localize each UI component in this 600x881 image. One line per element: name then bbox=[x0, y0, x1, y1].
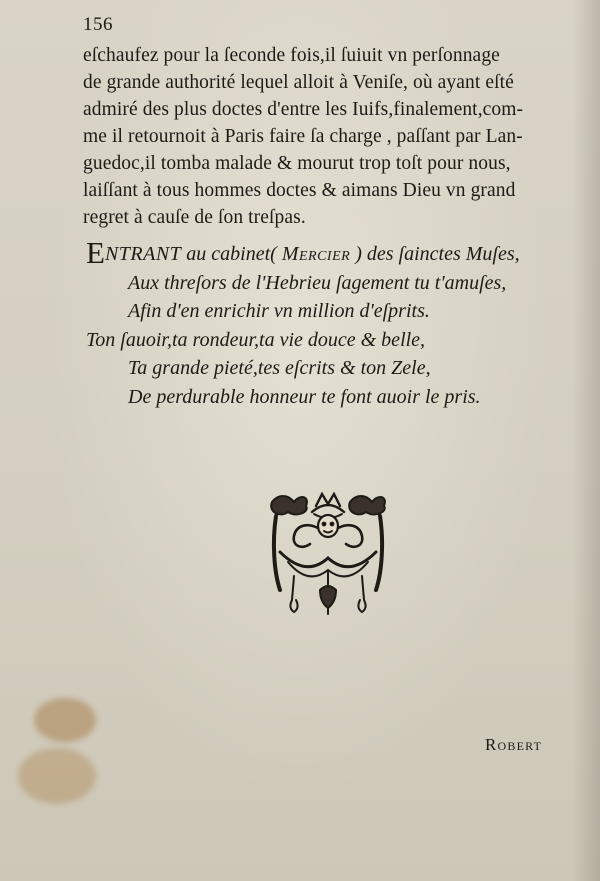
prose-line: admiré des plus doctes d'entre les Iuifs,finalement,com- bbox=[83, 99, 524, 120]
poem-line: Afin d'en enrichir vn million d'eſprits. bbox=[128, 300, 430, 322]
prose-paragraph bbox=[83, 42, 563, 231]
drop-initial: E bbox=[86, 235, 105, 270]
poem-dedicatee-name: Mercier bbox=[281, 243, 351, 265]
poem-line-first bbox=[86, 235, 566, 270]
paper-stain bbox=[34, 698, 96, 742]
fleuron-cherub-garland-icon bbox=[266, 492, 390, 616]
poem-line: De perdurable honneur te font auoir le pris. bbox=[128, 385, 481, 408]
prose-line: eſchaufez pour la ſeconde fois,il ſuiuit vn perſonnage bbox=[83, 45, 500, 66]
prose-line: regret à cauſe de ſon treſpas. bbox=[83, 207, 306, 228]
poem-line: Ta grande pieté,tes eſcrits & ton Zele, bbox=[128, 357, 431, 379]
poem-line: Aux threſors de l'Hebrieu ſagement tu t'amuſes, bbox=[128, 271, 507, 294]
poem bbox=[86, 235, 566, 411]
prose-line: guedoc,il tomba malade & mourut trop toſt pour nous, bbox=[83, 153, 511, 174]
poem-first-word: NTRANT bbox=[104, 243, 182, 265]
prose-line: me il retournoit à Paris faire ſa charge , paſſant par Lan- bbox=[83, 126, 523, 147]
prose-line: de grande authorité lequel alloit à Veniſe, où ayant eſté bbox=[83, 72, 514, 93]
page-number: 156 bbox=[83, 14, 113, 35]
page-edge-shadow bbox=[572, 0, 600, 881]
poem-first-line-text: au cabinet( bbox=[181, 243, 282, 265]
poem-line: Ton ſauoir,ta rondeur,ta vie douce & belle, bbox=[86, 328, 426, 351]
poem-first-line-end: ) des ſainctes Muſes, bbox=[350, 243, 520, 265]
catchword: Robert bbox=[485, 735, 543, 754]
paper-stain bbox=[18, 748, 96, 804]
prose-line: laiſſant à tous hommes doctes & aimans Dieu vn grand bbox=[83, 180, 516, 201]
